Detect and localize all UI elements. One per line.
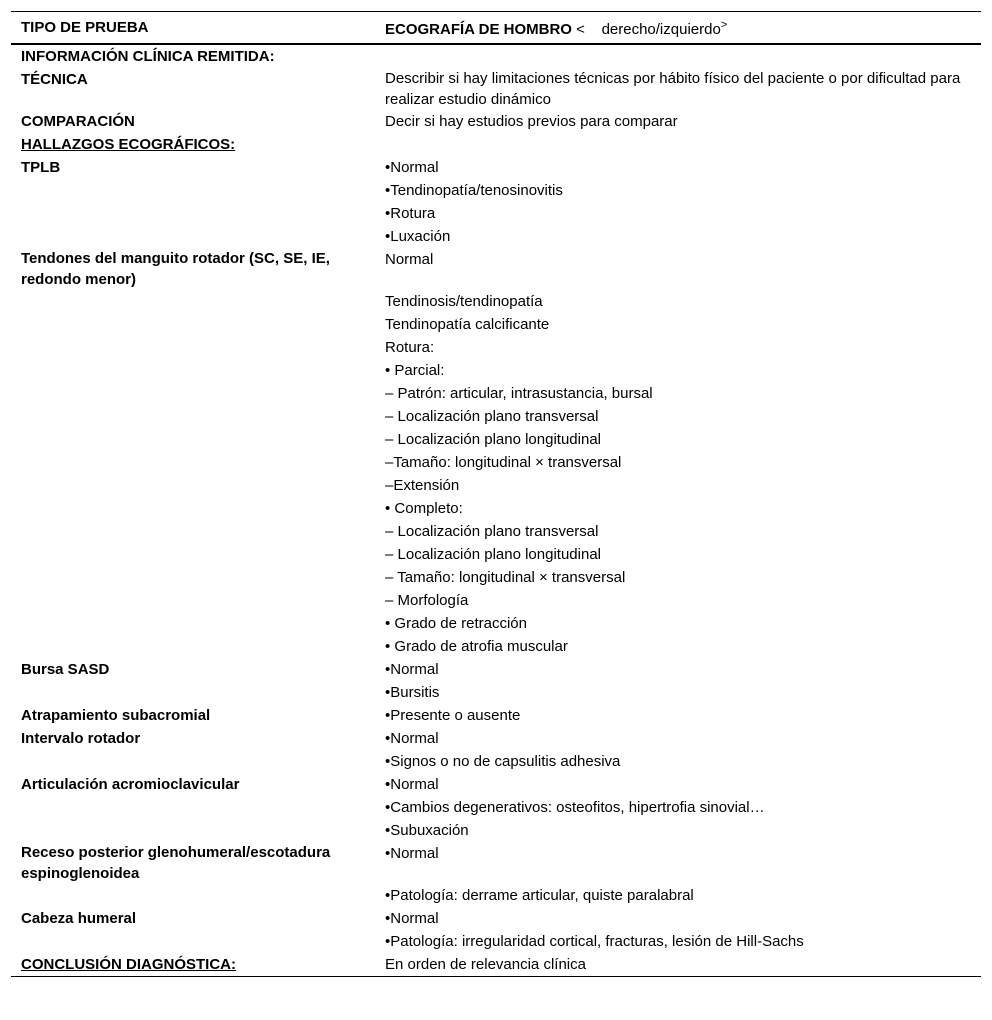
list-item: •Patología: derrame articular, quiste paralabral xyxy=(385,887,694,904)
table-row xyxy=(11,248,981,290)
table-row xyxy=(11,566,981,589)
table-row xyxy=(11,635,981,658)
table-row xyxy=(11,520,981,543)
table-row xyxy=(11,727,981,750)
table-row xyxy=(11,907,981,930)
table-row xyxy=(11,133,981,156)
table-row xyxy=(11,110,981,133)
table-row xyxy=(11,290,981,313)
row-label-bursa: Bursa SASD xyxy=(21,661,110,678)
table-row xyxy=(11,773,981,796)
table-row xyxy=(11,750,981,773)
row-label-manguito: Tendones del manguito rotador (SC, SE, IE, redondo menor) xyxy=(21,250,330,288)
table-row xyxy=(11,842,981,884)
list-item: •Normal xyxy=(385,910,439,927)
list-item: –Tamaño: longitudinal × transversal xyxy=(385,454,622,471)
row-label-acromioclavicular: Articulación acromioclavicular xyxy=(21,776,240,793)
list-item: • Parcial: xyxy=(385,362,445,379)
row-label-receso: Receso posterior glenohumeral/escotadura espinoglenoidea xyxy=(21,844,331,882)
list-item: •Bursitis xyxy=(385,684,440,701)
table-row xyxy=(11,382,981,405)
table-row xyxy=(11,336,981,359)
list-item: •Tendinopatía/tenosinovitis xyxy=(385,182,563,199)
list-item: •Patología: irregularidad cortical, fracturas, lesión de Hill-Sachs xyxy=(385,933,804,950)
list-item: •Luxación xyxy=(385,228,451,245)
list-item: •Normal xyxy=(385,845,439,862)
table-row xyxy=(11,589,981,612)
table-header-row xyxy=(11,12,981,45)
table-row xyxy=(11,543,981,566)
list-item: • Grado de atrofia muscular xyxy=(385,638,568,655)
row-label-tplb: TPLB xyxy=(21,159,61,176)
table-row xyxy=(11,313,981,336)
table-row xyxy=(11,819,981,842)
row-label-cabeza: Cabeza humeral xyxy=(21,910,137,927)
list-item: •Normal xyxy=(385,159,439,176)
table-row xyxy=(11,681,981,704)
list-item: • Grado de retracción xyxy=(385,615,527,632)
list-item: • Completo: xyxy=(385,500,463,517)
table-row xyxy=(11,359,981,382)
side-open-bracket: < xyxy=(576,21,585,38)
table-row xyxy=(11,612,981,635)
table-row xyxy=(11,156,981,179)
list-item: Tendinopatía calcificante xyxy=(385,316,550,333)
table-row xyxy=(11,953,981,977)
list-item: •Presente o ausente xyxy=(385,707,521,724)
list-item: – Patrón: articular, intrasustancia, bursal xyxy=(385,385,653,402)
table-row xyxy=(11,796,981,819)
table-row xyxy=(11,474,981,497)
row-label-info: INFORMACIÓN CLÍNICA REMITIDA: xyxy=(21,48,275,65)
list-item: •Normal xyxy=(385,776,439,793)
header-test-type: TIPO DE PRUEBA xyxy=(21,19,149,36)
table-row xyxy=(11,451,981,474)
row-value-conclusion: En orden de relevancia clínica xyxy=(385,956,586,973)
table-row xyxy=(11,658,981,681)
section-hallazgos: HALLAZGOS ECOGRÁFICOS: xyxy=(21,136,236,153)
table-row xyxy=(11,930,981,953)
row-label-comparacion: COMPARACIÓN xyxy=(21,113,135,130)
list-item: •Cambios degenerativos: osteofitos, hipertrofia sinovial… xyxy=(385,799,765,816)
ultrasound-report-table xyxy=(11,11,981,977)
list-item: – Tamaño: longitudinal × transversal xyxy=(385,569,626,586)
list-item: – Morfología xyxy=(385,592,469,609)
table-row xyxy=(11,405,981,428)
side-close-bracket: ˃ xyxy=(720,19,728,31)
list-item: •Rotura xyxy=(385,205,436,222)
list-item: – Localización plano longitudinal xyxy=(385,431,601,448)
list-item: Tendinosis/tendinopatía xyxy=(385,293,543,310)
list-item: •Signos o no de capsulitis adhesiva xyxy=(385,753,621,770)
exam-name: ECOGRAFÍA DE HOMBRO xyxy=(385,21,572,38)
table-row xyxy=(11,225,981,248)
section-conclusion: CONCLUSIÓN DIAGNÓSTICA: xyxy=(21,956,236,973)
list-item: Rotura: xyxy=(385,339,435,356)
list-item: •Normal xyxy=(385,661,439,678)
row-value-tecnica: Describir si hay limitaciones técnicas por hábito físico del paciente o por dificultad para realizar estudio dinámico xyxy=(385,70,961,108)
table-row xyxy=(11,44,981,68)
list-item: •Subuxación xyxy=(385,822,469,839)
row-label-intervalo: Intervalo rotador xyxy=(21,730,141,747)
row-label-atrapamiento: Atrapamiento subacromial xyxy=(21,707,211,724)
table-row xyxy=(11,202,981,225)
list-item: – Localización plano longitudinal xyxy=(385,546,601,563)
row-label-tecnica: TÉCNICA xyxy=(21,71,88,88)
table-row xyxy=(11,179,981,202)
list-item: – Localización plano transversal xyxy=(385,523,599,540)
table-row xyxy=(11,497,981,520)
side-option: derecho/izquierdo xyxy=(601,21,721,38)
table-row xyxy=(11,884,981,907)
list-item: – Localización plano transversal xyxy=(385,408,599,425)
list-item: Normal xyxy=(385,251,434,268)
table-row xyxy=(11,68,981,110)
table-row xyxy=(11,704,981,727)
row-value-comparacion: Decir si hay estudios previos para comparar xyxy=(385,113,678,130)
list-item: –Extensión xyxy=(385,477,460,494)
header-exam-title xyxy=(375,12,981,45)
list-item: •Normal xyxy=(385,730,439,747)
table-row xyxy=(11,428,981,451)
